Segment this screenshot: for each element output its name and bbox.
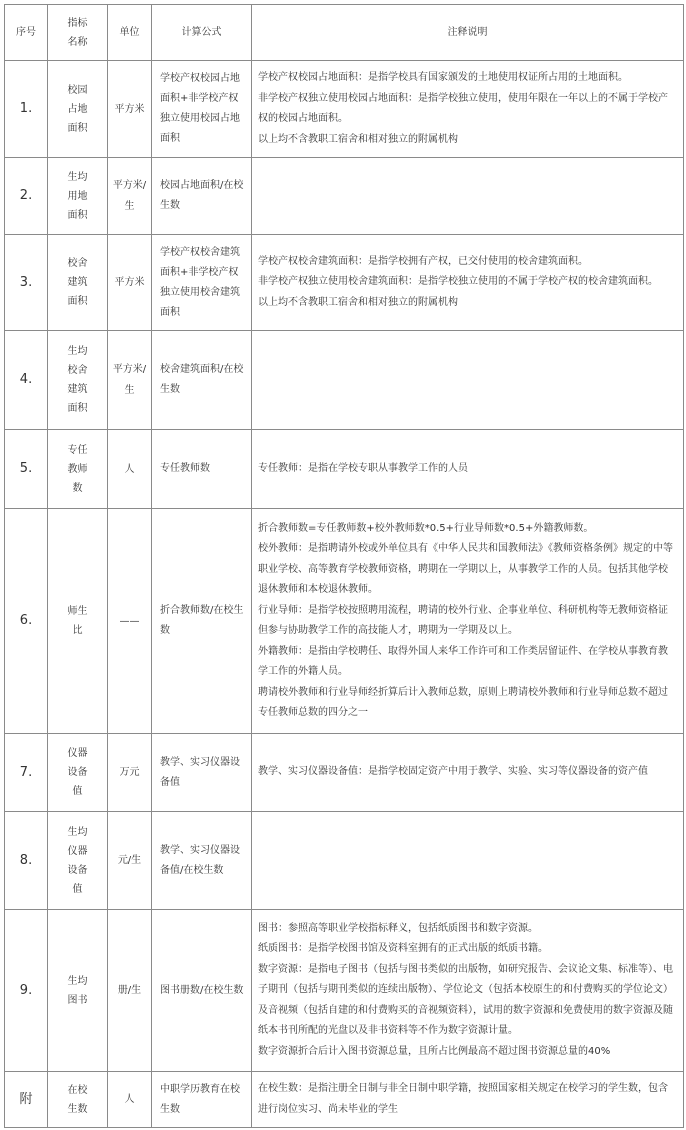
indicator-name: 师生比 [48,509,108,734]
indicator-name: 仪器设备值 [48,734,108,812]
indicator-note [252,331,684,430]
note-paragraph: 专任教师：是指在学校专职从事教学工作的人员 [258,462,468,474]
indicator-name: 生均用地面积 [48,158,108,235]
note-paragraph: 学校产权校园占地面积：是指学校具有国家颁发的土地使用权证所占用的土地面积。 [258,72,628,83]
indicator-name: 生均仪器设备值 [48,812,108,910]
table-row [5,158,684,235]
row-index: 3. [5,235,48,331]
indicator-note [252,509,684,734]
indicator-formula: 校园占地面积/在校生数 [152,158,252,235]
note-paragraph: 学校产权校舍建筑面积：是指学校拥有产权，已交付使用的校舍建筑面积。 [258,255,588,267]
note-paragraph: 行业导师：是指学校按照聘用流程，聘请的校外行业、企事业单位、科研机构等无教师资格证但参与协助教学工作的高技能人才，聘期为一学期及以上。 [258,604,668,636]
row-index: 附 [5,1072,48,1128]
header-row [5,5,684,61]
indicator-note [252,235,684,331]
indicator-formula: 学校产权校舍建筑面积+非学校产权独立使用校舍建筑面积 [152,235,252,331]
header-unit: 单位 [108,5,152,61]
table-row [5,430,684,509]
indicator-unit: 人 [108,1072,152,1128]
row-index: 5. [5,430,48,509]
row-index: 4. [5,331,48,430]
note-paragraph: 以上均不含教职工宿舍和相对独立的附属机构 [258,296,458,308]
indicator-formula: 学校产权校园占地面积+非学校产权独立使用校园占地面积 [152,61,252,158]
indicator-unit: 平方米 [108,235,152,331]
indicator-unit: 人 [108,430,152,509]
indicator-note [252,158,684,235]
header-formula: 计算公式 [152,5,252,61]
indicator-unit: —— [108,509,152,734]
row-index: 6. [5,509,48,734]
table-row [5,734,684,812]
indicator-unit: 平方米/生 [108,158,152,235]
note-paragraph: 外籍教师：是指由学校聘任、取得外国人来华工作许可和工作类居留证件、在学校从事教育教学工作的外籍人员。 [258,645,668,677]
indicator-note [252,61,684,158]
header-note: 注释说明 [252,5,684,61]
indicator-unit: 元/生 [108,812,152,910]
note-paragraph: 图书：参照高等职业学校指标释义，包括纸质图书和数字资源。 [258,922,538,934]
indicator-note [252,910,684,1072]
note-paragraph: 折合教师数=专任教师数+校外教师数*0.5+行业导师数*0.5+外籍教师数。 [258,522,594,534]
indicator-name: 生均校舍建筑面积 [48,331,108,430]
indicator-formula: 教学、实习仪器设备值 [152,734,252,812]
indicator-name: 校园占地面积 [48,61,108,158]
indicator-formula: 折合教师数/在校生数 [152,509,252,734]
indicator-formula: 图书册数/在校生数 [152,910,252,1072]
indicator-unit: 平方米 [108,61,152,158]
indicator-unit: 册/生 [108,910,152,1072]
table-row [5,1072,684,1128]
note-paragraph: 在校生数：是指注册全日制与非全日制中职学籍，按照国家相关规定在校学习的学生数，包含进行岗位实习、尚未毕业的学生 [258,1083,668,1115]
table-row [5,61,684,158]
table-row [5,910,684,1072]
row-index: 9. [5,910,48,1072]
row-index: 2. [5,158,48,235]
note-paragraph: 校外教师：是指聘请外校或外单位具有《中华人民共和国教师法》《教师资格条例》规定的中等职业学校、高等教育学校教师资格，聘期在一学期以上，从事教学工作的人员。包括其他学校退休教师和本校退休教师。 [258,543,673,595]
note-paragraph: 教学、实习仪器设备值：是指学校固定资产中用于教学、实验、实习等仪器设备的资产值 [258,766,648,778]
note-paragraph: 非学校产权独立使用校园占地面积：是指学校独立使用，使用年限在一年以上的不属于学校产权的校园占地面积。 [258,92,668,124]
indicator-name: 生均图书 [48,910,108,1072]
indicator-formula: 教学、实习仪器设备值/在校生数 [152,812,252,910]
header-idx: 序号 [5,5,48,61]
indicator-note [252,1072,684,1128]
indicator-unit: 平方米/生 [108,331,152,430]
indicator-unit: 万元 [108,734,152,812]
note-paragraph: 纸质图书：是指学校图书馆及资料室拥有的正式出版的纸质书籍。 [258,943,548,955]
indicator-note [252,734,684,812]
note-paragraph: 聘请校外教师和行业导师经折算后计入教师总数，原则上聘请校外教师和行业导师总数不超过专任教师总数的四分之一 [258,686,668,718]
indicator-formula: 专任教师数 [152,430,252,509]
indicator-name: 专任教师数 [48,430,108,509]
row-index: 7. [5,734,48,812]
table-row [5,331,684,430]
indicator-formula: 中职学历教育在校生数 [152,1072,252,1128]
note-paragraph: 非学校产权独立使用校舍建筑面积：是指学校独立使用的不属于学校产权的校舍建筑面积。 [258,276,658,288]
note-paragraph: 以上均不含教职工宿舍和相对独立的附属机构 [258,133,458,145]
indicator-table [4,4,684,1128]
indicator-note [252,812,684,910]
note-paragraph: 数字资源折合后计入图书资源总量，且所占比例最高不超过图书资源总量的40% [258,1045,611,1057]
row-index: 8. [5,812,48,910]
table-row [5,812,684,910]
indicator-name: 在校生数 [48,1072,108,1128]
note-paragraph: 数字资源：是指电子图书（包括与图书类似的出版物，如研究报告、会议论文集、标准等）、电子期刊（包括与期刊类似的连续出版物）、学位论文（包括本校原生的和付费购买的学位论文）及音视频（包括自建的和付费购买的音视频资料），试用的数字资源和免费使用的数字资源及随纸本书刊所配的光盘以及非书资料等不作为数字资源计量。 [258,963,673,1037]
row-index: 1. [5,61,48,158]
indicator-name: 校舍建筑面积 [48,235,108,331]
table-row [5,509,684,734]
indicator-formula: 校舍建筑面积/在校生数 [152,331,252,430]
header-name: 指标名称 [48,5,108,61]
indicator-note [252,430,684,509]
table-row [5,235,684,331]
